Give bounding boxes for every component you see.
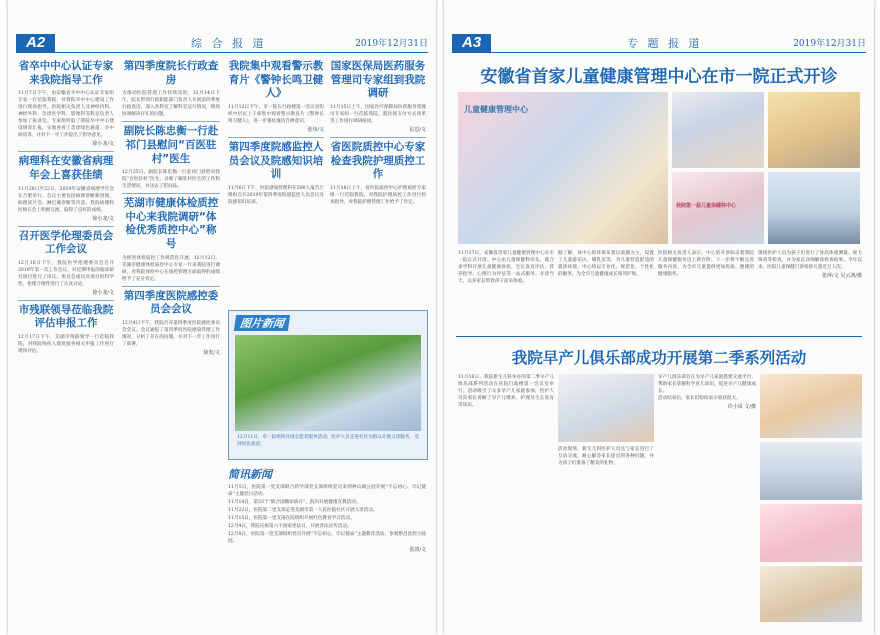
headline-1: 安徽省首家儿童健康管理中心在市一院正式开诊 [480, 67, 838, 87]
photo-banner-text: 儿童健康管理中心 [464, 105, 528, 114]
article-byline: 张伟/文 [307, 126, 324, 133]
story1-col-4 [758, 250, 862, 330]
brief-item: 11月15日，医院第一党支部在院组织开展红色教育学习活动。 [228, 516, 355, 521]
newspaper-page-a2 [8, 0, 436, 635]
article-body: 11月18日上午，省医院质控中心护理质控专家组一行莅临我院，对我院护理质控工作进行检查指导，对我院护理管理工作给予了肯定。 [330, 185, 426, 205]
photo-news-image [235, 335, 421, 431]
article-headline: 副院长陈忠衡一行赴祁门县慰问“百医驻村”医生 [123, 125, 219, 165]
story1-text: 据了解，该中心的环境布置以童趣为主，设置了儿童游乐区、哺乳室等，为儿童营造舒适的就诊环境。中心将以专业化、规范化、个性化的服务，为全市儿童健康成长保驾护航。 [558, 251, 654, 277]
article-headline: 省卒中中心认证专家来我院指导工作 [18, 60, 114, 86]
column-4 [330, 60, 426, 305]
divider [122, 121, 220, 122]
photo-club-2 [760, 374, 862, 438]
photo-news-title: 图片新闻 [234, 315, 290, 331]
story1-col-1 [458, 250, 554, 322]
photo-checkup [672, 92, 764, 168]
column-2 [122, 60, 220, 627]
story2-col-3 [658, 374, 756, 624]
article-byline: 徐小龙/文 [92, 289, 114, 296]
brief-item: 11月22日，医院第二党支部走进芜湖市第一人民医院社区开展义诊活动。 [228, 508, 378, 513]
photo-news-caption: 12月11日，市一院组织开展志愿者服务活动，医护人员走进社区为群众开展义诊服务，受到居民欢迎。 [237, 435, 419, 447]
photo-sign-text: 我院第一届儿童保健科中心 [676, 203, 737, 209]
article-body: 11月12日下午，市一院在行政楼第一会议室组织中层以上干部集中观看警示教育片《警钟长鸣卫健人》，进一步强化廉洁自律意识。 [228, 104, 324, 124]
issue-date: 2019年12月31日 [355, 39, 428, 49]
divider [122, 286, 220, 287]
divider [18, 300, 114, 301]
briefs-header: 简讯新闻 [228, 468, 272, 481]
photo-club-4 [760, 504, 862, 562]
story2-col-1 [458, 374, 554, 624]
article [122, 125, 220, 190]
article-headline: 省医院质控中心专家检查我院护理质控工作 [330, 140, 426, 181]
article-body: 11月7日下午，由安徽省卒中中心认证专家组专家一行莅临我院，对我院卒中中心建设工作进行现场指导。医院相关负责人及神经内科、神经外科、急诊医学科、影像科等科室负责人参加了座谈会。专家组听取了我院卒中中心建设情况汇报，实地查看了急诊绿色通道、卒中病房等，并对下一步工作提出了指导意见。 [18, 91, 114, 139]
story2-text: 11月16日，我院新生儿科举办的第二季早产儿俱乐部系列活动在医院行政楼第一会议室举行。活动吸引了众多早产儿家庭参加，医护人员向家长讲解了早产儿喂养、护理及生长发育等知识。 [458, 375, 554, 408]
article-headline: 病理科在安徽省病理年会上喜获佳绩 [18, 155, 114, 181]
article [228, 60, 324, 133]
divider [122, 193, 220, 194]
page-code: A2 [16, 34, 55, 52]
newspaper-page-a3 [444, 0, 874, 635]
headline-2: 我院早产儿俱乐部成功开展第二季系列活动 [511, 349, 807, 367]
article [122, 197, 220, 283]
article-body: 12月16日下午，我院医学伦理委员会召开2019年第一次工作会议，对近期申报的临床研究项目进行了审议。委员会成员对项目的科学性、伦理合理性进行了认真讨论。 [18, 260, 114, 287]
story1-text: 11月17日，安徽省首家儿童健康管理中心在市一院正式开诊。中心由儿童保健科牵头，联合多学科开展儿童健康体检、生长发育评估、营养指导、心理行为评估等一站式服务。开诊当天，众多家长带着孩子前来体验。 [458, 251, 554, 284]
article [330, 60, 426, 133]
story1-text: 现场医护人员为孩子们进行了身高体重测量、视力筛查等检查，并为家长详细解读检查结果。今年以来，医院儿童保健门诊接诊儿童近万人次。 [758, 251, 862, 270]
photo-corridor [768, 172, 860, 244]
briefs-byline: 张清/文 [409, 547, 426, 553]
issue-date: 2019年12月31日 [793, 39, 866, 49]
story2-text: 活动现场，新生儿科医护人员还与家长进行了互动交流，耐心解答家长提出的各种问题，并为孩子们准备了精美的礼物。 [558, 447, 654, 466]
column-1 [18, 60, 114, 627]
article-body: 11月20日至22日，2019年安徽省病理学年会在合肥举行。会议主要包括病理诊断新进展、病理读片会、淋巴瘤诊断等内容。我院病理科医师在会上积极交流，取得了良好的成绩。 [18, 186, 114, 213]
article-headline: 第四季度医院感控委员会会议 [123, 289, 219, 316]
briefs-section [228, 462, 426, 627]
article-byline: 徐发/文 [203, 350, 220, 357]
photo-club-5 [760, 566, 862, 622]
page-header [16, 34, 428, 53]
article-body: 12月25日，副院长陈忠衡一行赴祁门县慰问我院“百医驻村”医生，详细了解驻村医生的工作和生活情况，并送去了慰问品。 [122, 170, 220, 190]
divider [18, 151, 114, 152]
story1-byline: 张萍/文 吴云鸿/摄 [822, 273, 862, 279]
article-body: 12月17日下午，芜湖市残联领导一行莅临我院，对我院残疾人康复服务相关申报工作进行现场评估。 [18, 335, 114, 355]
article-headline: 我院集中观看警示教育片《警钟长鸣卫健人》 [228, 60, 324, 100]
article [330, 141, 426, 206]
article-headline: 召开医学伦理委员会工作会议 [18, 229, 114, 256]
article-headline: 国家医保局医药服务管理司专家组到我院调研 [330, 60, 426, 100]
article-headline: 第四季度院感监控人员会议及院感知识培训 [228, 140, 324, 181]
divider [228, 137, 324, 138]
divider [330, 137, 426, 138]
brief-item: 11月5日，医院第一党支部联合药学部党支部组织党员来到神山湖公园开展“不忘初心、牢记使命”主题党日活动。 [228, 485, 426, 497]
section-title: 综 合 报 道 [191, 37, 267, 50]
article-body: 为推进体检质控工作规范化开展，12月12日，芜湖市健康体检质控中心专家一行来我院进行调研，对我院体检中心在质控管理方面取得的成绩给予了充分肯定。 [122, 255, 220, 282]
section-divider [456, 336, 862, 337]
article-body: 11月6日下午，医院感染管理科在500人报告厅组织召开2019年第四季度院感监控人员会议及院感知识培训。 [228, 185, 324, 205]
article-body: 11月15日上午，国家医疗保障局医药服务管理司专家组一行莅临我院，就医保支付方式改革等工作进行调研座谈。 [330, 104, 426, 124]
column-3 [228, 60, 324, 305]
story2-col-2 [558, 446, 654, 624]
story2-byline: 许小凤 文/摄 [727, 404, 756, 410]
brief-item: 12月8日，医院第一党支部组织党员开展“不忘初心，牢记使命”主题教育活动，参观繁昌县烈士陵园。 [228, 532, 426, 544]
article-headline: 芜湖市健康体检质控中心来我院调研“体检优秀质控中心”称号 [123, 197, 219, 251]
article [122, 290, 220, 356]
photo-child-center [458, 92, 668, 244]
story1-col-2 [558, 250, 654, 322]
photo-club-3 [760, 442, 862, 500]
story2-text: 活动结束后，家长们纷纷表示收获很大。 [658, 396, 741, 401]
article-body: 12月4日下午，我院召开第四季度医院感控委员会会议。会议通报了第四季度医院感染管理工作情况，分析了存在的问题，并对下一步工作进行了部署。 [122, 321, 220, 348]
story1-col-3 [658, 250, 754, 322]
brief-item: 11月14日，第33个“联合国糖尿病日”，院内开展健康宣教活动。 [228, 500, 361, 505]
divider [18, 226, 114, 227]
article [228, 141, 324, 206]
page-code: A3 [452, 34, 491, 52]
article [18, 60, 114, 147]
article-byline: 徐小龙/文 [92, 141, 114, 148]
article-headline: 第四季度院长行政查房 [123, 60, 219, 86]
article-byline: 徐小龙/文 [92, 215, 114, 222]
section-title: 专 题 报 道 [627, 37, 703, 50]
page-header [452, 34, 866, 53]
article [18, 155, 114, 221]
article-byline: 信息/文 [409, 126, 426, 133]
article-headline: 市残联领导莅临我院评估申报工作 [18, 303, 114, 330]
photo-exam [768, 92, 860, 168]
photo-sign [672, 172, 764, 244]
article [18, 304, 114, 355]
article [122, 60, 220, 118]
article [18, 230, 114, 296]
story1-text: 医院相关负责人表示，中心的开诊标志着我院儿童保健服务迈上新台阶。下一步将不断完善服务内容，为全市儿童提供更加优质、便捷的健康服务。 [658, 251, 754, 277]
photo-news-box [228, 310, 428, 460]
brief-item: 12月4日，我院庆祝第六个国家宪法日，开展普法宣传活动。 [228, 524, 352, 529]
story2-text: 早产儿俱乐部旨在为早产儿家庭搭建交流平台，帮助家长掌握科学育儿知识，促进早产儿健康成长。 [658, 375, 756, 394]
article-body: 为推动医院管理工作持续改进，12月14日下午，院长带领行政职能部门负责人开展第四季度行政查房，深入各科室了解科室运行情况，现场协调解决存在的问题。 [122, 91, 220, 118]
photo-club-1 [558, 374, 654, 442]
